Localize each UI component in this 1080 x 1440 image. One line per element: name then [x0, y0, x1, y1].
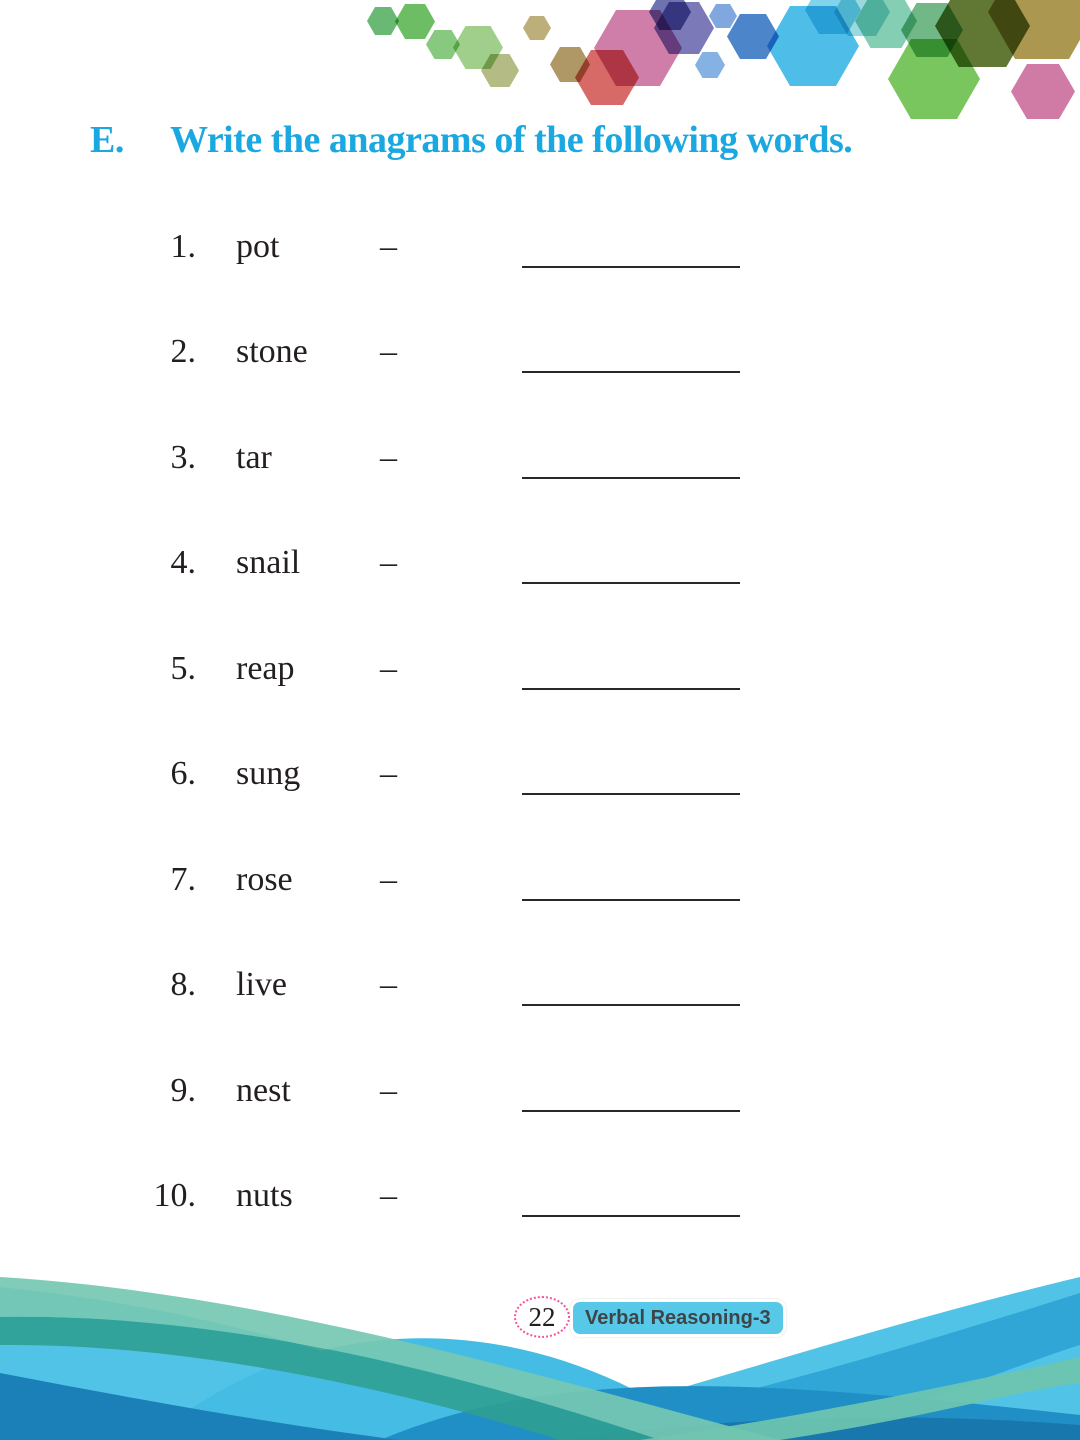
list-item	[150, 511, 1080, 617]
hexagon	[988, 0, 1080, 59]
item-word: sung	[236, 755, 301, 793]
item-word: live	[236, 966, 287, 1004]
answer-blank	[522, 558, 740, 584]
anagram-list	[150, 194, 1080, 1249]
answer-blank	[522, 347, 740, 373]
item-dash: –	[380, 438, 397, 476]
answer-blank	[522, 242, 740, 268]
hexagon	[695, 52, 725, 78]
section-letter: E.	[90, 119, 124, 161]
hexagon	[575, 50, 639, 105]
hexagon	[453, 26, 503, 69]
item-dash: –	[380, 1071, 397, 1109]
item-dash: –	[380, 755, 397, 793]
item-word: snail	[236, 544, 301, 582]
section-title: Write the anagrams of the following words.	[170, 119, 853, 161]
hexagon	[935, 0, 1030, 67]
item-number: 4.	[170, 544, 196, 582]
list-item	[150, 827, 1080, 933]
item-dash: –	[380, 1177, 397, 1215]
item-number: 1.	[170, 227, 196, 265]
hexagon	[395, 4, 435, 39]
hexagon	[550, 47, 590, 82]
list-item	[150, 1144, 1080, 1250]
answer-blank	[522, 1086, 740, 1112]
hexagon	[805, 0, 861, 34]
item-word: tar	[236, 438, 272, 476]
hexagon	[709, 4, 737, 28]
item-word: pot	[236, 227, 280, 265]
item-word: nuts	[236, 1177, 293, 1215]
item-number: 5.	[170, 649, 196, 687]
page-footer	[0, 1292, 1080, 1342]
list-item	[150, 1038, 1080, 1144]
hexagon	[855, 0, 917, 48]
item-word: rose	[236, 860, 293, 898]
page-number: 22	[528, 1301, 556, 1332]
answer-blank	[522, 453, 740, 479]
list-item	[150, 616, 1080, 722]
hexagon	[426, 30, 460, 59]
item-number: 8.	[170, 966, 196, 1004]
item-number: 7.	[170, 860, 196, 898]
item-dash: –	[380, 227, 397, 265]
hexagon	[767, 6, 859, 86]
answer-blank	[522, 664, 740, 690]
item-number: 3.	[170, 438, 196, 476]
hexagon	[654, 2, 714, 54]
hexagon	[834, 0, 890, 36]
hexagon	[523, 16, 551, 40]
list-item	[150, 194, 1080, 300]
item-dash: –	[380, 544, 397, 582]
item-word: nest	[236, 1071, 291, 1109]
item-word: stone	[236, 333, 308, 371]
list-item	[150, 300, 1080, 406]
list-item	[150, 722, 1080, 828]
list-item	[150, 405, 1080, 511]
hexagon	[1011, 64, 1075, 119]
item-number: 10.	[153, 1177, 196, 1215]
hexagon	[594, 10, 682, 86]
book-title-badge	[570, 1299, 786, 1337]
item-number: 2.	[170, 333, 196, 371]
item-dash: –	[380, 860, 397, 898]
item-number: 9.	[170, 1071, 196, 1109]
item-number: 6.	[170, 755, 196, 793]
hexagon	[481, 54, 519, 87]
answer-blank	[522, 769, 740, 795]
answer-blank	[522, 875, 740, 901]
answer-blank	[522, 1191, 740, 1217]
hexagon	[649, 0, 691, 30]
hexagon	[888, 39, 980, 119]
section-heading	[90, 118, 852, 162]
book-title: Verbal Reasoning-3	[585, 1306, 771, 1329]
hexagon	[727, 14, 779, 59]
hexagon	[367, 7, 399, 35]
page-number-badge	[514, 1296, 570, 1338]
list-item	[150, 933, 1080, 1039]
item-dash: –	[380, 649, 397, 687]
answer-blank	[522, 980, 740, 1006]
item-dash: –	[380, 333, 397, 371]
hexagon	[901, 3, 963, 57]
item-dash: –	[380, 966, 397, 1004]
item-word: reap	[236, 649, 295, 687]
